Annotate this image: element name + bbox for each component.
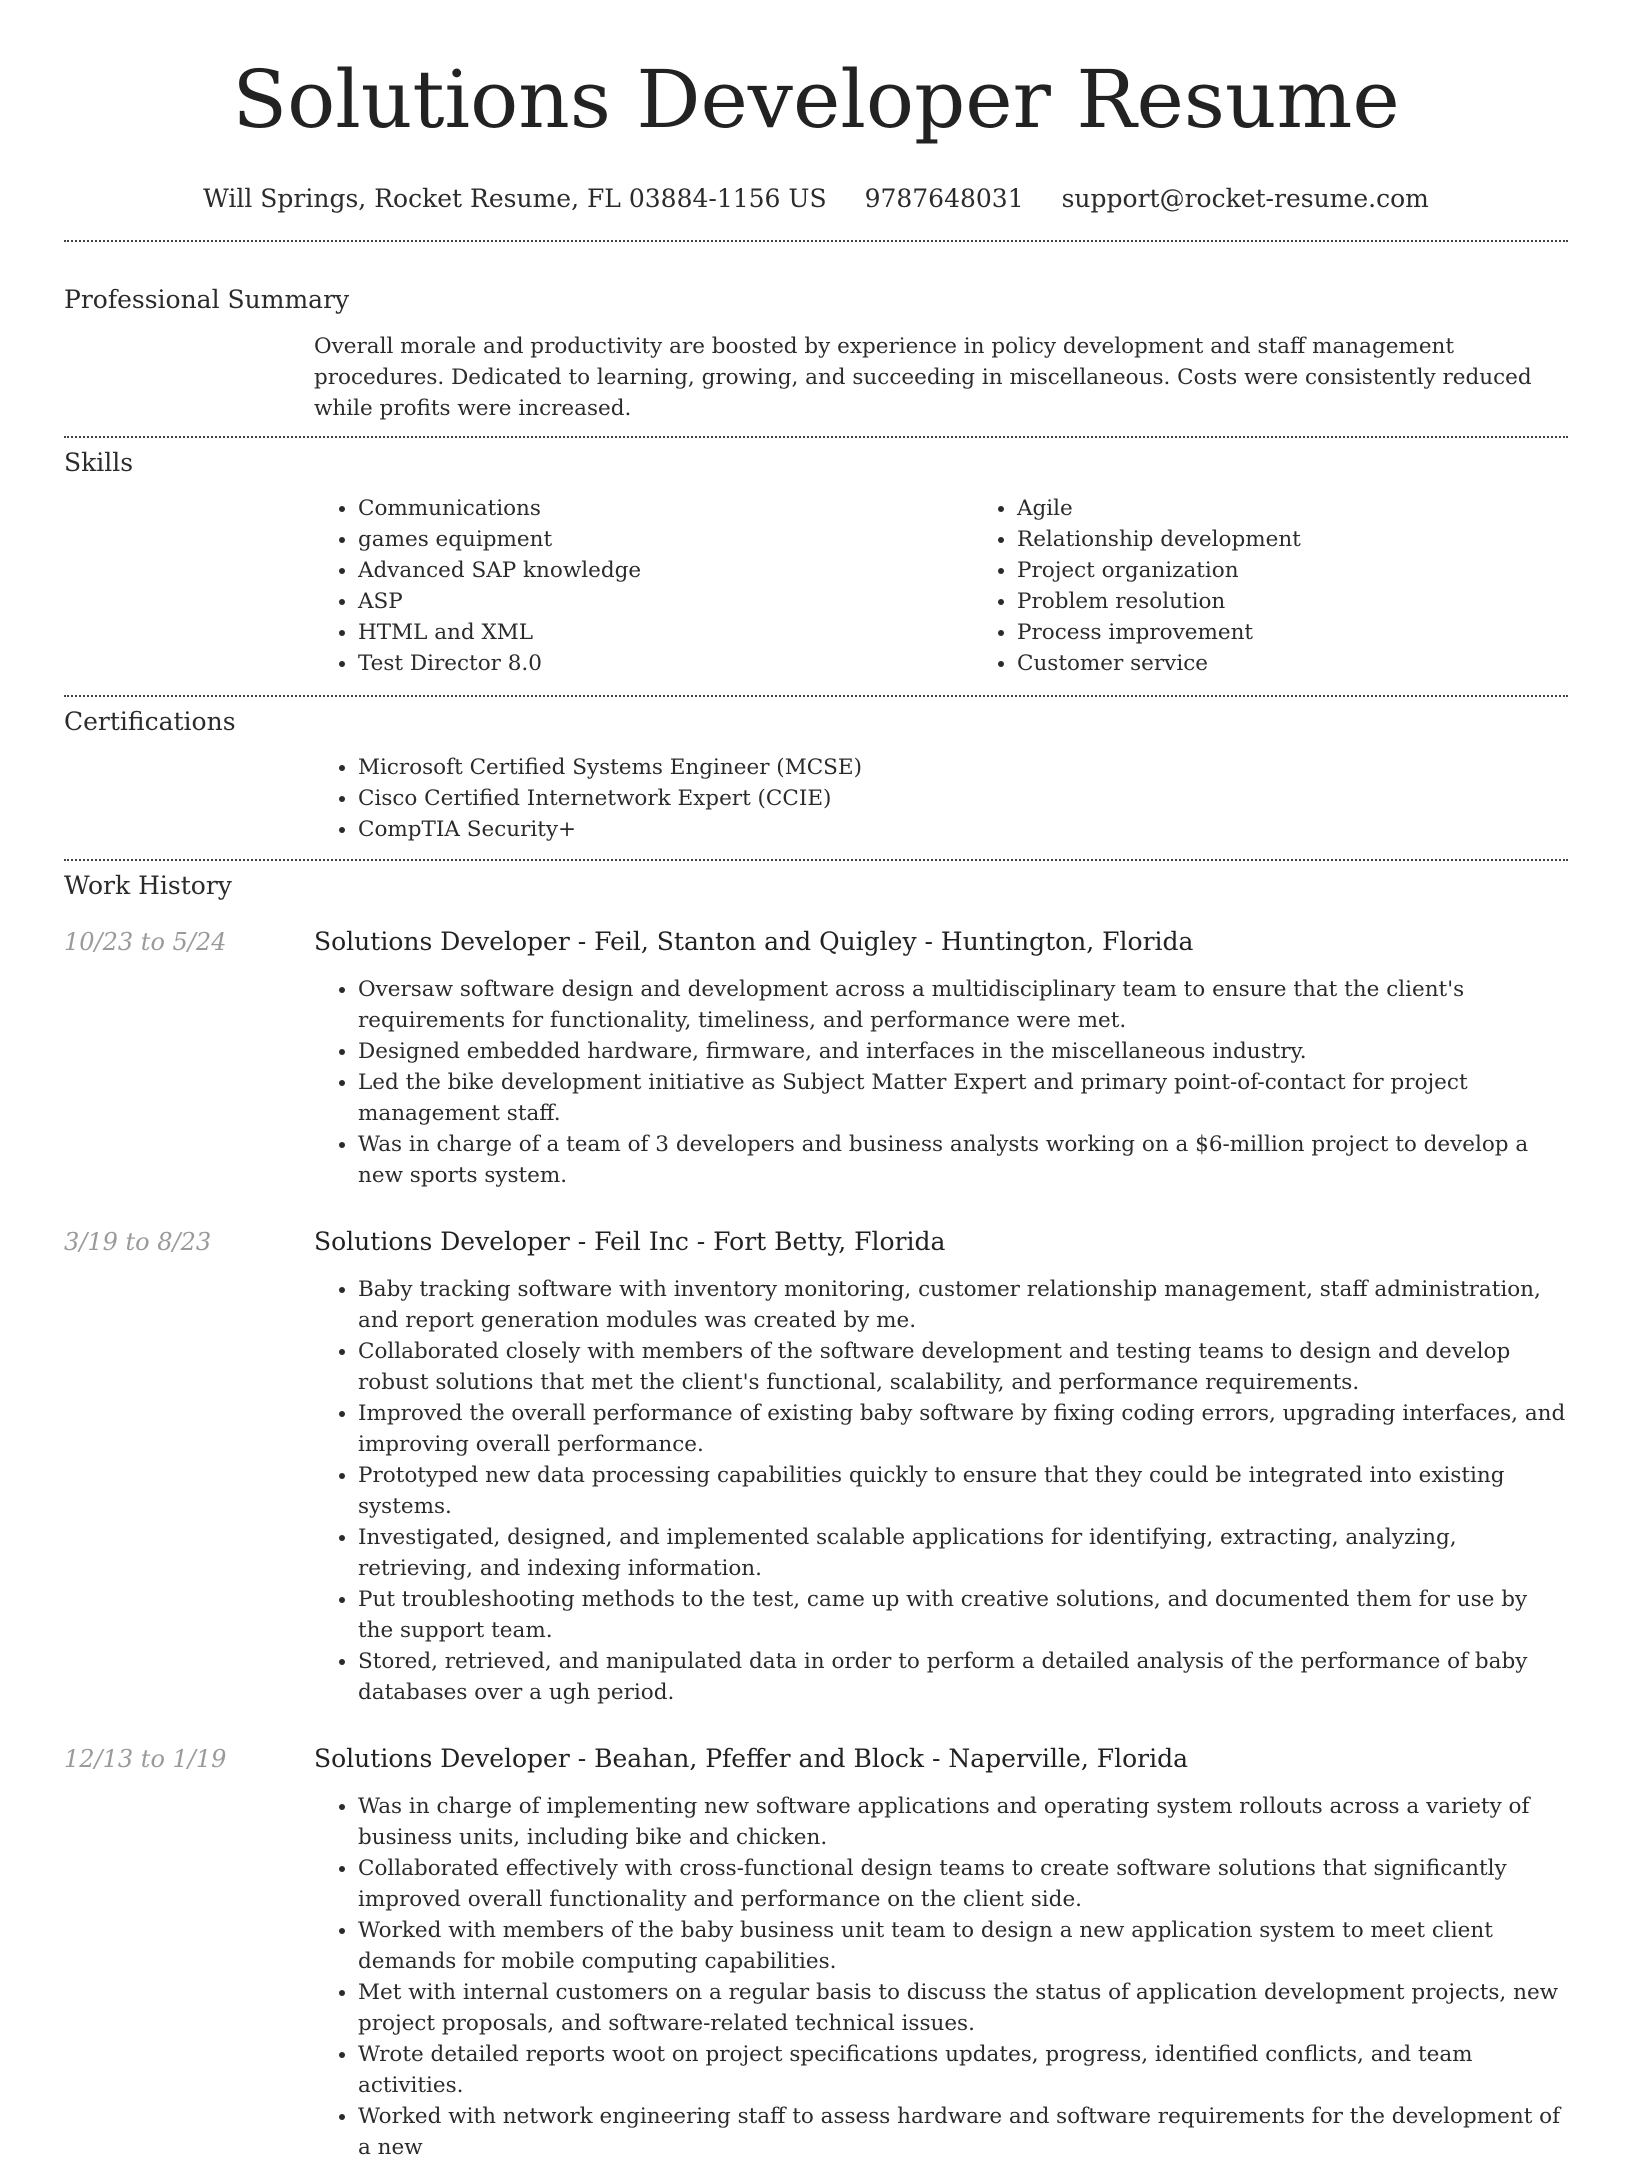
skill-item: • Process improvement [1017,617,1632,648]
section-divider [64,695,1568,697]
skill-item: • ASP [358,586,973,617]
skill-item: • Communications [358,493,973,524]
job-duty-item: • Wrote detailed reports woot on project specifications updates, progress, identified conflicts, and team activities. [358,2039,1568,2101]
job-duty-item: • Stored, retrieved, and manipulated data in order to perform a detailed analysis of the performance of baby databases over a ugh period. [358,1646,1568,1708]
certifications-heading: Certifications [64,707,236,736]
contact-phone: 9787648031 [864,184,1024,213]
skill-item: • Agile [1017,493,1632,524]
contact-line [0,184,1632,214]
job-duty-item: • Worked with network engineering staff to assess hardware and software requirements for the development of a new [358,2101,1568,2163]
section-divider [64,240,1568,242]
job-duty-item: • Collaborated closely with members of the software development and testing teams to design and develop robust solutions that met the client's functional, scalability, and performance requirements. [358,1336,1568,1398]
summary-heading: Professional Summary [64,285,350,314]
job-title: Solutions Developer - Feil Inc - Fort Betty, Florida [314,1227,946,1256]
skills-list [314,493,1568,679]
job-duty-item: • Worked with members of the baby business unit team to design a new application system to meet client demands for mobile computing capabilities. [358,1915,1568,1977]
resume-title: Solutions Developer Resume [232,53,1400,146]
contact-email: support@rocket-resume.com [1061,184,1429,213]
skills-heading: Skills [64,448,134,477]
certification-item: • Microsoft Certified Systems Engineer (MCSE) [358,752,1568,783]
skills-column-left [314,493,973,679]
job-duty-item: • Was in charge of a team of 3 developers and business analysts working on a $6-million project to develop a new sports system. [358,1129,1568,1191]
job-duty-item: • Collaborated effectively with cross-functional design teams to create software solutions that significantly improved overall functionality and performance on the client side. [358,1853,1568,1915]
skill-item: • Project organization [1017,555,1632,586]
job-duty-item: • Baby tracking software with inventory monitoring, customer relationship management, staff administration, and report generation modules was created by me. [358,1274,1568,1336]
job-dates: 10/23 to 5/24 [64,928,227,956]
section-divider [64,859,1568,861]
skill-item: • HTML and XML [358,617,973,648]
job-dates: 12/13 to 1/19 [64,1745,227,1773]
job-duty-item: • Prototyped new data processing capabilities quickly to ensure that they could be integrated into existing systems. [358,1460,1568,1522]
job-header [64,1743,1568,1775]
certification-item: • CompTIA Security+ [358,814,1568,845]
certification-item: • Cisco Certified Internetwork Expert (CCIE) [358,783,1568,814]
job-duty-item: • Led the bike development initiative as Subject Matter Expert and primary point-of-contact for project management staff. [358,1067,1568,1129]
job-duty-item: • Oversaw software design and development across a multidisciplinary team to ensure that the client's requirements for functionality, timeliness, and performance were met. [358,974,1568,1036]
job-dates: 3/19 to 8/23 [64,1228,212,1256]
skill-item: • Customer service [1017,648,1632,679]
job-duty-item: • Improved the overall performance of existing baby software by fixing coding errors, upgrading interfaces, and improving overall performance. [358,1398,1568,1460]
summary-text: Overall morale and productivity are boosted by experience in policy development and staff management procedures. Dedicated to learning, growing, and succeeding in miscellaneous. Costs were consistently reduced while profits were increased. [314,334,1532,421]
skill-item: • Test Director 8.0 [358,648,973,679]
job-duty-item: • Investigated, designed, and implemented scalable applications for identifying, extracting, analyzing, retrieving, and indexing information. [358,1522,1568,1584]
job-title: Solutions Developer - Feil, Stanton and Quigley - Huntington, Florida [314,927,1194,956]
job-duties [314,974,1568,1191]
job-duty-item: • Met with internal customers on a regular basis to discuss the status of application development projects, new project proposals, and software-related technical issues. [358,1977,1568,2039]
skills-column-right [973,493,1632,679]
skill-item: • Problem resolution [1017,586,1632,617]
contact-address: Will Springs, Rocket Resume, FL 03884-1156 US [203,184,827,213]
job-duties [314,1274,1568,1708]
job-header [64,926,1568,958]
job-duty-item: • Designed embedded hardware, firmware, and interfaces in the miscellaneous industry. [358,1036,1568,1067]
job-title: Solutions Developer - Beahan, Pfeffer and Block - Naperville, Florida [314,1744,1188,1773]
skill-item: • Advanced SAP knowledge [358,555,973,586]
job-header [64,1226,1568,1258]
skill-item: • Relationship development [1017,524,1632,555]
work-history-heading: Work History [64,871,232,900]
job-duty-item: • Was in charge of implementing new software applications and operating system rollouts across a variety of business units, including bike and chicken. [358,1791,1568,1853]
certifications-list [314,752,1568,845]
section-divider [64,436,1568,438]
job-duty-item: • Put troubleshooting methods to the test, came up with creative solutions, and documented them for use by the support team. [358,1584,1568,1646]
skill-item: • games equipment [358,524,973,555]
job-duties [314,1791,1568,2163]
